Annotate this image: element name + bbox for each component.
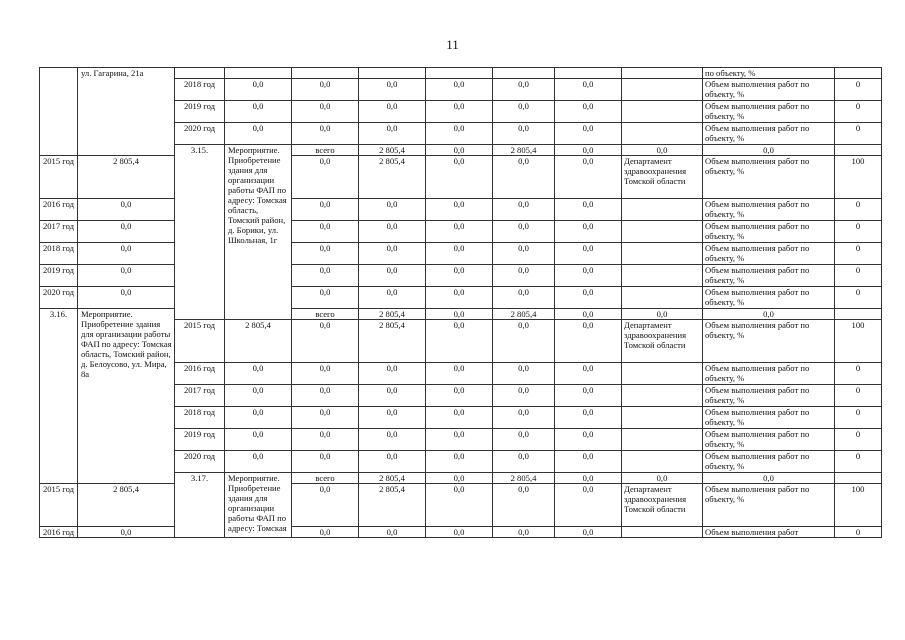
indicator-cell: Объем выполнения работ по объекту, %	[703, 385, 835, 407]
value-cell: 0,0	[359, 407, 426, 429]
value-cell: 0,0	[225, 451, 292, 473]
year-cell: 2016 год	[40, 527, 78, 538]
value-cell: 0,0	[555, 473, 622, 484]
value-cell: 0,0	[555, 79, 622, 101]
table-row	[40, 221, 882, 243]
value-cell: 0,0	[555, 199, 622, 221]
value-cell: 0,0	[292, 123, 359, 145]
value-cell: 0,0	[555, 484, 622, 527]
responsible-cell	[622, 451, 703, 473]
value-cell: 0,0	[292, 385, 359, 407]
value-cell: 0,0	[703, 145, 835, 156]
value-cell: 0,0	[493, 451, 555, 473]
value-cell: 2 805,4	[493, 145, 555, 156]
num-cell	[40, 68, 78, 156]
value-cell: 0,0	[426, 527, 493, 538]
responsible-cell	[622, 527, 703, 538]
year-cell: 2018 год	[40, 243, 78, 265]
value-cell	[555, 68, 622, 79]
year-cell: 2019 год	[175, 101, 225, 123]
year-cell	[175, 68, 225, 79]
indicator-cell: Объем выполнения работ по объекту, %	[703, 320, 835, 363]
value-cell: 0,0	[555, 320, 622, 363]
value-cell: 0,0	[78, 265, 175, 287]
value-cell: 0,0	[555, 123, 622, 145]
year-cell: всего	[292, 473, 359, 484]
value-cell: 0,0	[426, 473, 493, 484]
value-cell: 0,0	[426, 243, 493, 265]
indicator-cell: Объем выполнения работ по объекту, %	[703, 101, 835, 123]
indicator-cell: Объем выполнения работ	[703, 527, 835, 538]
value-cell: 0,0	[555, 451, 622, 473]
responsible-cell	[622, 68, 703, 79]
value-cell: 0,0	[292, 527, 359, 538]
responsible-cell	[622, 243, 703, 265]
value-cell: 0,0	[292, 287, 359, 309]
table-row	[40, 199, 882, 221]
target-cell: 0	[835, 407, 882, 429]
value-cell: 0,0	[359, 429, 426, 451]
target-cell: 0	[835, 123, 882, 145]
value-cell: 0,0	[225, 79, 292, 101]
item-number: 3.16.	[40, 309, 78, 484]
item-name: ул. Гагарина, 21а	[78, 68, 175, 156]
item-name: Мероприятие. Приобретение здания для организации работы ФАП по адресу: Томская область, Томский район, д. Белоусово, ул. Мира, 8а	[78, 309, 175, 484]
value-cell: 0,0	[426, 363, 493, 385]
year-cell: 2020 год	[40, 287, 78, 309]
responsible-cell	[835, 473, 882, 484]
item-name: Мероприятие. Приобретение здания для организации работы ФАП по адресу: Томская область, Томский район, д. Борики, ул. Школьная, 1г	[225, 145, 292, 320]
indicator-cell: Объем выполнения работ по объекту, %	[703, 79, 835, 101]
value-cell: 0,0	[555, 385, 622, 407]
value-cell: 0,0	[703, 309, 835, 320]
value-cell: 2 805,4	[493, 309, 555, 320]
table-row	[40, 484, 882, 527]
value-cell: 0,0	[225, 101, 292, 123]
indicator-cell: Объем выполнения работ по объекту, %	[703, 484, 835, 527]
value-cell: 0,0	[78, 199, 175, 221]
indicator-cell: Объем выполнения работ по объекту, %	[703, 123, 835, 145]
value-cell	[426, 68, 493, 79]
value-cell: 0,0	[555, 101, 622, 123]
value-cell: 0,0	[292, 451, 359, 473]
value-cell: 0,0	[555, 309, 622, 320]
value-cell: 0,0	[359, 527, 426, 538]
responsible-cell	[622, 221, 703, 243]
item-number: 3.17.	[175, 473, 225, 538]
value-cell: 0,0	[426, 429, 493, 451]
target-cell: 0	[835, 221, 882, 243]
responsible-cell	[622, 363, 703, 385]
value-cell: 0,0	[555, 407, 622, 429]
table-row	[40, 243, 882, 265]
value-cell: 0,0	[493, 363, 555, 385]
value-cell: 0,0	[225, 363, 292, 385]
year-cell: 2018 год	[175, 79, 225, 101]
value-cell: 0,0	[493, 79, 555, 101]
table-row	[40, 309, 882, 320]
value-cell: 0,0	[359, 265, 426, 287]
value-cell: 0,0	[555, 287, 622, 309]
table-row	[40, 265, 882, 287]
indicator-cell: Объем выполнения работ по объекту, %	[703, 265, 835, 287]
value-cell: 0,0	[292, 265, 359, 287]
responsible-cell: Департамент здравоохранения Томской области	[622, 320, 703, 363]
year-cell: 2015 год	[40, 484, 78, 527]
value-cell: 0,0	[555, 156, 622, 199]
value-cell: 0,0	[292, 243, 359, 265]
value-cell: 0,0	[359, 101, 426, 123]
year-cell: всего	[292, 145, 359, 156]
indicator-cell: Объем выполнения работ по объекту, %	[703, 451, 835, 473]
responsible-cell: Департамент здравоохранения Томской области	[622, 484, 703, 527]
value-cell: 0,0	[292, 429, 359, 451]
year-cell: 2019 год	[175, 429, 225, 451]
indicator-cell: Объем выполнения работ по объекту, %	[703, 287, 835, 309]
value-cell: 0,0	[78, 243, 175, 265]
value-cell: 2 805,4	[225, 320, 292, 363]
value-cell	[225, 68, 292, 79]
value-cell: 0,0	[622, 309, 703, 320]
indicator-cell: по объекту, %	[703, 68, 835, 79]
value-cell: 0,0	[555, 145, 622, 156]
year-cell: 2020 год	[175, 451, 225, 473]
value-cell: 0,0	[426, 451, 493, 473]
target-cell: 100	[835, 484, 882, 527]
responsible-cell	[622, 429, 703, 451]
value-cell: 0,0	[493, 320, 555, 363]
value-cell: 0,0	[292, 221, 359, 243]
responsible-cell	[622, 287, 703, 309]
value-cell: 0,0	[493, 199, 555, 221]
value-cell: 0,0	[292, 101, 359, 123]
target-cell: 0	[835, 243, 882, 265]
value-cell: 0,0	[359, 199, 426, 221]
target-cell: 0	[835, 363, 882, 385]
value-cell: 0,0	[426, 79, 493, 101]
value-cell	[292, 68, 359, 79]
value-cell: 2 805,4	[359, 473, 426, 484]
value-cell: 0,0	[225, 123, 292, 145]
target-cell: 100	[835, 320, 882, 363]
target-cell	[835, 68, 882, 79]
value-cell: 0,0	[426, 145, 493, 156]
year-cell: 2020 год	[175, 123, 225, 145]
value-cell: 0,0	[426, 407, 493, 429]
value-cell: 0,0	[359, 123, 426, 145]
value-cell: 0,0	[78, 527, 175, 538]
target-cell: 100	[835, 156, 882, 199]
value-cell: 0,0	[555, 243, 622, 265]
year-cell: 2017 год	[40, 221, 78, 243]
table-row	[40, 527, 882, 538]
value-cell: 0,0	[493, 287, 555, 309]
year-cell: 2015 год	[175, 320, 225, 363]
value-cell: 0,0	[426, 265, 493, 287]
table-row	[40, 68, 882, 79]
responsible-cell	[835, 309, 882, 320]
responsible-cell: Департамент здравоохранения Томской области	[622, 156, 703, 199]
target-cell: 0	[835, 451, 882, 473]
value-cell: 0,0	[426, 199, 493, 221]
target-cell: 0	[835, 527, 882, 538]
responsible-cell	[622, 79, 703, 101]
value-cell: 0,0	[426, 320, 493, 363]
table-row	[40, 287, 882, 309]
value-cell: 0,0	[292, 484, 359, 527]
value-cell: 0,0	[493, 123, 555, 145]
indicator-cell: Объем выполнения работ по объекту, %	[703, 363, 835, 385]
value-cell: 0,0	[622, 473, 703, 484]
value-cell: 0,0	[359, 451, 426, 473]
value-cell: 0,0	[292, 363, 359, 385]
value-cell: 0,0	[493, 429, 555, 451]
value-cell: 0,0	[493, 265, 555, 287]
value-cell: 0,0	[493, 221, 555, 243]
value-cell: 2 805,4	[78, 484, 175, 527]
value-cell: 0,0	[622, 145, 703, 156]
value-cell: 0,0	[555, 527, 622, 538]
value-cell: 2 805,4	[359, 145, 426, 156]
value-cell: 0,0	[555, 265, 622, 287]
indicator-cell: Объем выполнения работ по объекту, %	[703, 156, 835, 199]
value-cell: 0,0	[426, 385, 493, 407]
indicator-cell: Объем выполнения работ по объекту, %	[703, 199, 835, 221]
item-number: 3.15.	[175, 145, 225, 320]
value-cell: 0,0	[493, 484, 555, 527]
value-cell: 0,0	[493, 101, 555, 123]
year-cell: 2017 год	[175, 385, 225, 407]
indicator-cell: Объем выполнения работ по объекту, %	[703, 407, 835, 429]
year-cell: 2019 год	[40, 265, 78, 287]
year-cell: 2018 год	[175, 407, 225, 429]
target-cell: 0	[835, 287, 882, 309]
responsible-cell	[835, 145, 882, 156]
value-cell: 0,0	[359, 221, 426, 243]
value-cell: 0,0	[225, 429, 292, 451]
target-cell: 0	[835, 385, 882, 407]
value-cell: 0,0	[359, 287, 426, 309]
page-number: 11	[446, 37, 459, 52]
item-name: Мероприятие. Приобретение здания для организации работы ФАП по адресу: Томская	[225, 473, 292, 538]
value-cell: 0,0	[555, 221, 622, 243]
target-cell: 0	[835, 429, 882, 451]
value-cell: 0,0	[292, 199, 359, 221]
year-cell: 2016 год	[175, 363, 225, 385]
value-cell: 0,0	[493, 407, 555, 429]
value-cell: 0,0	[493, 385, 555, 407]
value-cell: 0,0	[292, 156, 359, 199]
value-cell: 0,0	[493, 156, 555, 199]
responsible-cell	[622, 385, 703, 407]
value-cell: 2 805,4	[493, 473, 555, 484]
value-cell: 0,0	[703, 473, 835, 484]
target-cell: 0	[835, 79, 882, 101]
value-cell: 0,0	[493, 527, 555, 538]
year-cell: 2016 год	[40, 199, 78, 221]
value-cell: 2 805,4	[359, 156, 426, 199]
table-row	[40, 156, 882, 199]
indicator-cell: Объем выполнения работ по объекту, %	[703, 243, 835, 265]
value-cell: 0,0	[426, 484, 493, 527]
year-cell: 2015 год	[40, 156, 78, 199]
indicator-cell: Объем выполнения работ по объекту, %	[703, 221, 835, 243]
year-cell: всего	[292, 309, 359, 320]
value-cell: 0,0	[225, 385, 292, 407]
value-cell: 0,0	[292, 320, 359, 363]
value-cell: 0,0	[426, 156, 493, 199]
value-cell: 2 805,4	[359, 309, 426, 320]
value-cell: 0,0	[292, 79, 359, 101]
value-cell: 0,0	[426, 123, 493, 145]
value-cell: 0,0	[359, 79, 426, 101]
value-cell: 0,0	[426, 309, 493, 320]
value-cell: 0,0	[78, 287, 175, 309]
program-table	[39, 67, 882, 538]
value-cell: 0,0	[359, 363, 426, 385]
value-cell	[359, 68, 426, 79]
value-cell: 0,0	[292, 407, 359, 429]
target-cell: 0	[835, 199, 882, 221]
value-cell: 2 805,4	[78, 156, 175, 199]
responsible-cell	[622, 199, 703, 221]
responsible-cell	[622, 407, 703, 429]
value-cell	[493, 68, 555, 79]
target-cell: 0	[835, 265, 882, 287]
value-cell: 0,0	[426, 287, 493, 309]
value-cell: 0,0	[359, 385, 426, 407]
indicator-cell: Объем выполнения работ по объекту, %	[703, 429, 835, 451]
value-cell: 0,0	[555, 363, 622, 385]
responsible-cell	[622, 101, 703, 123]
value-cell: 2 805,4	[359, 484, 426, 527]
value-cell: 0,0	[426, 221, 493, 243]
responsible-cell	[622, 123, 703, 145]
value-cell: 0,0	[225, 407, 292, 429]
value-cell: 2 805,4	[359, 320, 426, 363]
responsible-cell	[622, 265, 703, 287]
value-cell: 0,0	[555, 429, 622, 451]
value-cell: 0,0	[359, 243, 426, 265]
target-cell: 0	[835, 101, 882, 123]
value-cell: 0,0	[426, 101, 493, 123]
value-cell: 0,0	[493, 243, 555, 265]
value-cell: 0,0	[78, 221, 175, 243]
